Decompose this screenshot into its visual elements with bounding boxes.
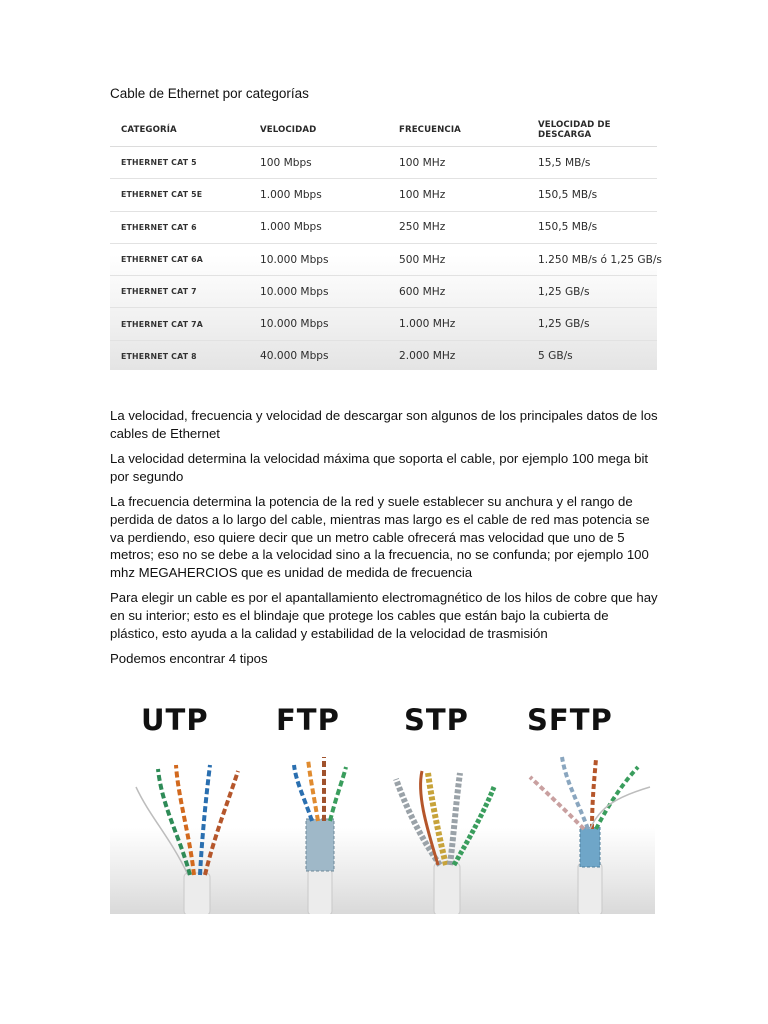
cell-descarga: 150,5 MB/s	[527, 179, 657, 211]
cell-frecuencia: 100 MHz	[388, 179, 527, 211]
table-row	[110, 340, 657, 372]
cell-descarga: 15,5 MB/s	[527, 147, 657, 179]
ftp-cable-illustration	[294, 757, 346, 914]
cable-label-stp: STP	[404, 703, 469, 737]
cable-label-utp: UTP	[141, 703, 209, 737]
cell-categoria: ETHERNET CAT 7	[110, 276, 249, 308]
table-row	[110, 308, 657, 340]
cable-label-sftp: SFTP	[527, 703, 613, 737]
utp-cable-illustration	[136, 765, 238, 914]
cable-types-image	[110, 687, 655, 914]
stp-cable-illustration	[396, 771, 494, 914]
cell-categoria: ETHERNET CAT 5	[110, 147, 249, 179]
cell-frecuencia: 500 MHz	[388, 243, 527, 275]
cable-label-ftp: FTP	[276, 703, 340, 737]
table-header-row	[110, 114, 657, 147]
paragraph-apantallamiento: Para elegir un cable es por el apantallamiento electromagnético de los hilos de cobre que hay en su interior; esto es el blindaje que protege los cables que están bajo la cubierta de plástico, esto ayuda a la calidad y estabilidad de la velocidad de trasmisión	[110, 590, 658, 641]
cell-frecuencia: 100 MHz	[388, 147, 527, 179]
cell-velocidad: 10.000 Mbps	[249, 276, 388, 308]
cell-frecuencia: 600 MHz	[388, 276, 527, 308]
cell-categoria: ETHERNET CAT 6	[110, 211, 249, 243]
header-velocidad-descarga: VELOCIDAD DE DESCARGA	[527, 114, 657, 147]
cell-descarga: 1,25 GB/s	[527, 276, 657, 308]
cell-velocidad: 40.000 Mbps	[260, 350, 329, 363]
table-row	[110, 179, 657, 211]
table-row	[110, 243, 657, 275]
header-velocidad: VELOCIDAD	[249, 114, 388, 147]
table-row	[110, 147, 657, 179]
cell-velocidad: 1.000 Mbps	[249, 179, 388, 211]
ethernet-categories-table-image	[110, 114, 662, 370]
paragraph-frecuencia: La frecuencia determina la potencia de la red y suele establecer su anchura y el rango de perdida de datos a lo largo del cable, mientras mas largo es el cable de red mas potencia se va perdiendo, eso quiere decir que un metro cable ofrecerá mas velocidad que uno de 5 metros; eso no se debe a la velocidad sino a la frecuencia, no se confunda; por ejemplo 100 mhz MEGAHERCIOS que es unidad de medida de frecuencia	[110, 494, 650, 580]
cell-frecuencia: 1.000 MHz	[388, 308, 527, 340]
cell-descarga: 150,5 MB/s	[527, 211, 657, 243]
header-categoria: CATEGORÍA	[110, 114, 249, 147]
sftp-cable-illustration	[530, 757, 650, 914]
table-row	[110, 276, 657, 308]
table-row	[110, 211, 657, 243]
cell-categoria: ETHERNET CAT 8	[121, 351, 197, 361]
ethernet-categories-table	[110, 114, 662, 372]
cell-categoria: ETHERNET CAT 7A	[110, 308, 249, 340]
cell-categoria: ETHERNET CAT 6A	[110, 243, 249, 275]
paragraph-tipos: Podemos encontrar 4 tipos	[110, 651, 268, 667]
cell-frecuencia: 250 MHz	[388, 211, 527, 243]
cell-descarga: 1.250 MB/s ó 1,25 GB/s	[527, 243, 657, 275]
cell-velocidad: 1.000 Mbps	[249, 211, 388, 243]
cell-descarga: 1,25 GB/s	[527, 308, 657, 340]
cell-velocidad: 100 Mbps	[249, 147, 388, 179]
cell-velocidad: 10.000 Mbps	[249, 308, 388, 340]
body-text	[110, 407, 658, 676]
cell-frecuencia: 2.000 MHz	[399, 350, 456, 363]
cell-categoria: ETHERNET CAT 5E	[110, 179, 249, 211]
header-frecuencia: FRECUENCIA	[388, 114, 527, 147]
page-title: Cable de Ethernet por categorías	[110, 86, 309, 101]
cell-descarga: 5 GB/s	[538, 350, 573, 363]
paragraph-velocidad: La velocidad determina la velocidad máxima que soporta el cable, por ejemplo 100 mega bit por segundo	[110, 451, 649, 484]
paragraph-intro: La velocidad, frecuencia y velocidad de descargar son algunos de los principales datos de los cables de Ethernet	[110, 408, 658, 441]
cell-velocidad: 10.000 Mbps	[249, 243, 388, 275]
